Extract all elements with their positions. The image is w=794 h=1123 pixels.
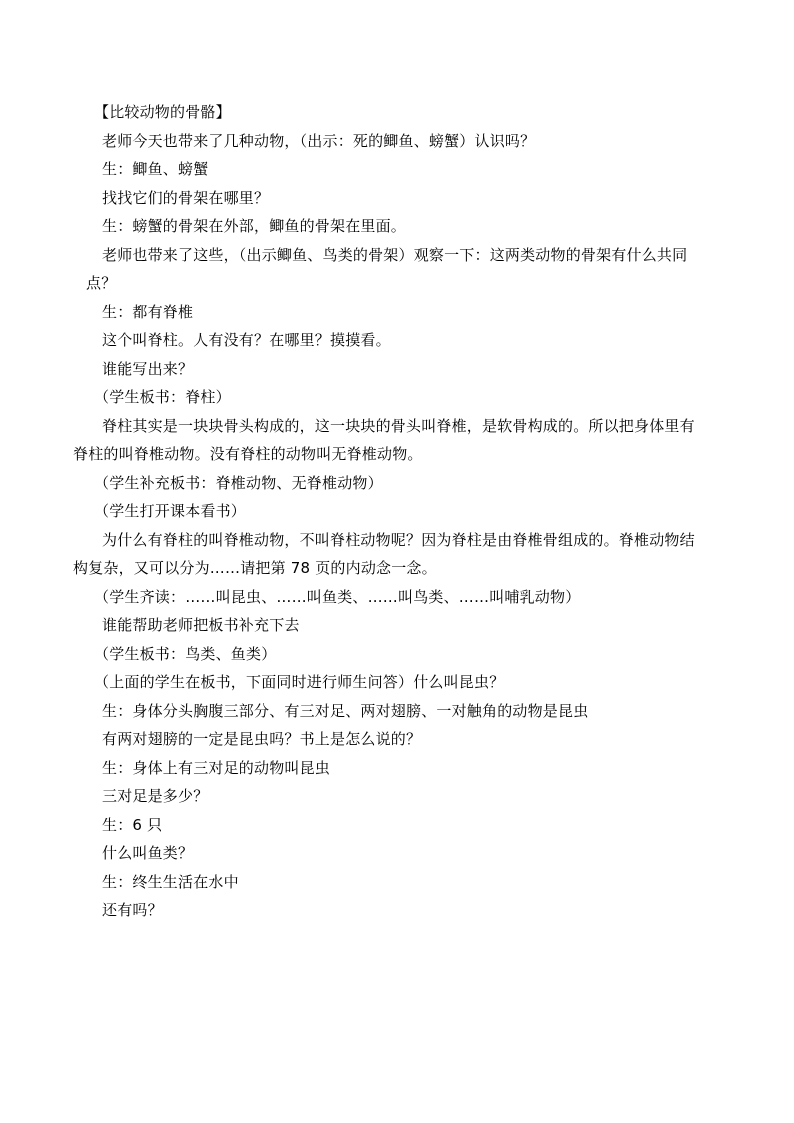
paragraph-line: 为什么有脊柱的叫脊椎动物，不叫脊柱动物呢？因为脊柱是由脊椎骨组成的。脊椎动物结 xyxy=(102,530,695,549)
paragraph-line: 谁能帮助老师把板书补充下去 xyxy=(102,616,300,634)
paragraph-line: 生：身体上有三对足的动物叫昆虫 xyxy=(102,758,331,777)
paragraph-line: （学生板书：鸟类、鱼类） xyxy=(94,644,277,663)
paragraph-line-continued: 点？ xyxy=(86,274,117,292)
paragraph-line: 生：鲫鱼、螃蟹 xyxy=(102,160,209,178)
paragraph-line: 这个叫脊柱。人有没有？在哪里？摸摸看。 xyxy=(102,331,391,349)
paragraph-line: （学生补充板书：脊椎动物、无脊椎动物） xyxy=(94,473,383,492)
paragraph-line: （学生板书：脊柱） xyxy=(94,388,231,406)
paragraph-line: 生：终生生活在水中 xyxy=(102,872,239,891)
paragraph-line: 谁能写出来？ xyxy=(102,359,194,378)
paragraph-line: 老师也带来了这些，（出示鲫鱼、鸟类的骨架）观察一下：这两类动物的骨架有什么共同 xyxy=(102,245,688,264)
section-heading: 【比较动物的骨骼】 xyxy=(94,103,231,121)
paragraph-line: 生：螃蟹的骨架在外部，鲫鱼的骨架在里面。 xyxy=(102,217,407,235)
paragraph-line-continued: 脊柱的叫脊椎动物。没有脊柱的动物叫无脊椎动物。 xyxy=(73,445,423,463)
paragraph-line: 生：都有脊椎 xyxy=(102,302,194,321)
paragraph-line: 三对足是多少？ xyxy=(102,787,209,805)
paragraph-line: 老师今天也带来了几种动物，（出示：死的鲫鱼、螃蟹）认识吗？ xyxy=(102,131,536,150)
paragraph-line: 生：6 只 xyxy=(102,815,163,834)
paragraph-line: 脊柱其实是一块块骨头构成的，这一块块的骨头叫脊椎，是软骨构成的。所以把身体里有 xyxy=(102,416,695,435)
paragraph-line: 找找它们的骨架在哪里？ xyxy=(102,188,270,207)
paragraph-line: （学生打开课本看书） xyxy=(94,502,247,520)
paragraph-line: （上面的学生在板书，下面同时进行师生问答）什么叫昆虫？ xyxy=(94,673,505,691)
paragraph-line: 什么叫鱼类？ xyxy=(102,844,194,862)
paragraph-line: 有两对翅膀的一定是昆虫吗？书上是怎么说的？ xyxy=(102,730,422,748)
paragraph-line: 生：身体分头胸腹三部分、有三对足、两对翅膀、一对触角的动物是昆虫 xyxy=(102,701,589,720)
paragraph-line: （学生齐读：……叫昆虫、……叫鱼类、……叫鸟类、……叫哺乳动物） xyxy=(94,587,581,606)
document-body xyxy=(73,98,742,925)
paragraph-line: 还有吗？ xyxy=(102,901,163,919)
paragraph-line-continued: 构复杂，又可以分为……请把第 78 页的内动念一念。 xyxy=(73,559,437,577)
